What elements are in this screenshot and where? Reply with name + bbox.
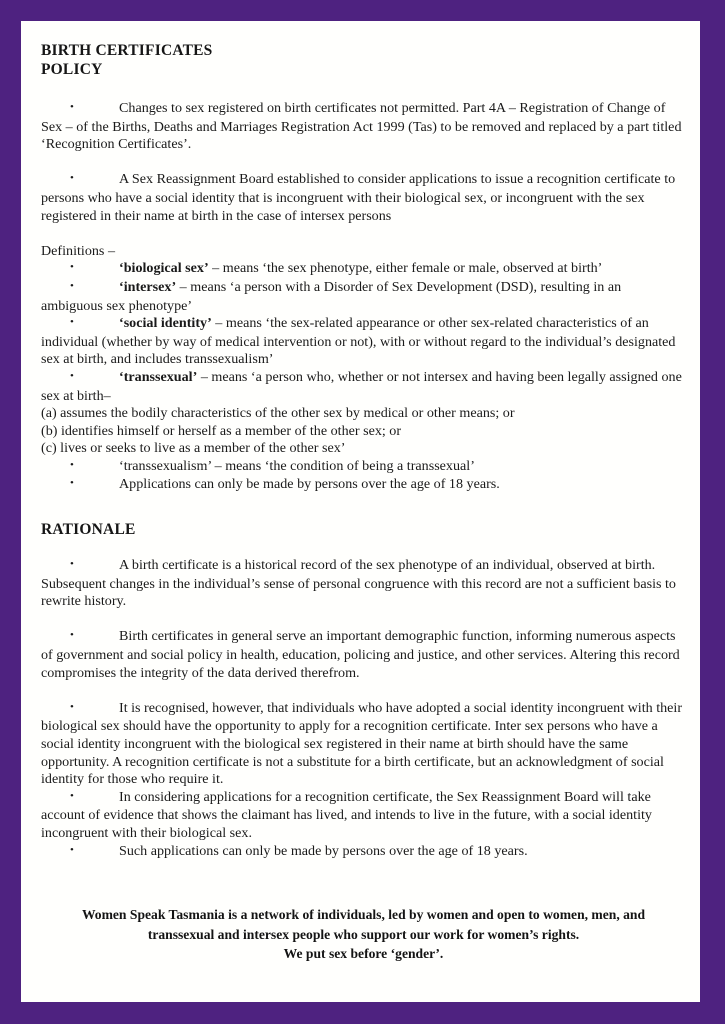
definition-intersex — [41, 279, 686, 315]
policy-bullet-2 — [41, 171, 686, 225]
document-page-inner — [21, 21, 700, 1002]
policy-bullet-1-text: Changes to sex registered on birth certificates not permitted. Part 4A – Registration of Change of Sex – of the Births, Deaths and Marriages Registration Act 1999 (Tas) to be removed and replaced by a part titled ‘Recognition Certificates’. — [41, 100, 682, 153]
bullet-marker — [70, 557, 119, 576]
policy-bullet-age-limit-text: Applications can only be made by persons over the age of 18 years. — [119, 476, 500, 493]
policy-bullet-age-limit — [41, 476, 686, 495]
title-line-1: BIRTH CERTIFICATES — [41, 42, 213, 59]
rationale-bullet-2-text: Birth certificates in general serve an important demographic function, informing numerous aspects of government and social policy in health, education, policing and justice, and other services. Altering this record compromises the integrity of the data derived therefrom. — [41, 628, 680, 681]
rationale-bullet-4 — [41, 789, 686, 843]
definition-text: – means ‘the sex-related appearance or other sex-related characteristics of an individual (whether by way of medical intervention or not), with or without regard to the individual’s designated sex at birth, and includes transsexualism’ — [41, 315, 676, 368]
policy-section — [41, 100, 686, 495]
page-title — [41, 41, 212, 79]
title-line-2: POLICY — [41, 61, 103, 78]
footer-line-2: transsexual and intersex people who support our work for women’s rights. — [147, 926, 580, 942]
policy-bullet-transsexualism — [41, 458, 686, 477]
definition-text: – means ‘a person with a Disorder of Sex Development (DSD), resulting in an ambiguous sex phenotype’ — [41, 278, 622, 314]
rationale-bullet-5 — [41, 843, 686, 862]
bullet-marker — [70, 171, 119, 190]
definition-term: ‘biological sex’ — [119, 260, 209, 277]
bullet-marker — [70, 843, 119, 862]
rationale-bullet-1 — [41, 557, 686, 611]
rationale-bullet-4-text: In considering applications for a recognition certificate, the Sex Reassignment Board will take account of evidence that shows the claimant has lived, and intends to live in the future, with a social identity incongruent with their biological sex. — [41, 788, 652, 841]
bullet-marker — [70, 369, 119, 388]
bullet-marker — [70, 628, 119, 647]
rationale-bullet-5-text: Such applications can only be made by persons over the age of 18 years. — [119, 842, 528, 859]
policy-bullet-1 — [41, 100, 686, 154]
document-page — [21, 21, 700, 1002]
definition-social-identity — [41, 315, 686, 369]
bullet-marker — [70, 260, 119, 279]
definition-biological-sex — [41, 260, 686, 279]
bullet-marker — [70, 279, 119, 298]
bullet-marker — [70, 315, 119, 334]
rationale-section — [41, 557, 686, 861]
transsexual-subclause-c: (c) lives or seeks to live as a member of the other sex’ — [41, 440, 346, 457]
rationale-bullet-2 — [41, 628, 686, 682]
bullet-marker — [70, 458, 119, 477]
transsexual-subclause-b: (b) identifies himself or herself as a member of the other sex; or — [41, 422, 402, 439]
definition-term: ‘intersex’ — [119, 278, 177, 295]
bullet-marker — [70, 100, 119, 119]
bullet-marker — [70, 789, 119, 808]
rationale-heading: RATIONALE — [41, 521, 136, 538]
footer-line-1: Women Speak Tasmania is a network of individuals, led by women and open to women, men, and — [81, 907, 646, 922]
policy-bullet-2-text: A Sex Reassignment Board established to consider applications to issue a recognition certificate to persons who have a social identity that is incongruent with their biological sex, or incongruent with the sex registered in their name at birth in the case of intersex persons — [41, 171, 676, 224]
transsexual-subclause-a: (a) assumes the bodily characteristics of the other sex by medical or other means; or — [41, 405, 515, 422]
policy-bullet-transsexualism-text: ‘transsexualism’ – means ‘the condition of being a transsexual’ — [119, 457, 475, 474]
rationale-bullet-1-text: A birth certificate is a historical record of the sex phenotype of an individual, observed at birth. Subsequent changes in the individual’s sense of personal congruence with this record are not a sufficient basis to rewrite history. — [41, 557, 676, 610]
definition-term: ‘social identity’ — [119, 315, 212, 332]
bullet-marker — [70, 476, 119, 495]
footer-statement — [41, 905, 686, 964]
bullet-marker — [70, 700, 119, 719]
definition-transsexual — [41, 369, 686, 405]
definition-term: ‘transsexual’ — [119, 368, 198, 385]
definitions-label: Definitions – — [41, 242, 115, 259]
rationale-bullet-3-text: It is recognised, however, that individuals who have adopted a social identity incongruent with their biological sex should have the opportunity to apply for a recognition certificate. Inter sex persons who have a social identity incongruent with the biological sex registered in their name at birth should have the same opportunity. A recognition certificate is not a substitute for a birth certificate, but an acknowledgment of social identity for those who require it. — [41, 699, 683, 788]
definition-text: – means ‘the sex phenotype, either female or male, observed at birth’ — [208, 260, 603, 277]
definition-text: – means ‘a person who, whether or not intersex and having been legally assigned one sex at birth– — [41, 368, 682, 404]
footer-line-3: We put sex before ‘gender’. — [283, 946, 444, 961]
rationale-bullet-3 — [41, 700, 686, 789]
